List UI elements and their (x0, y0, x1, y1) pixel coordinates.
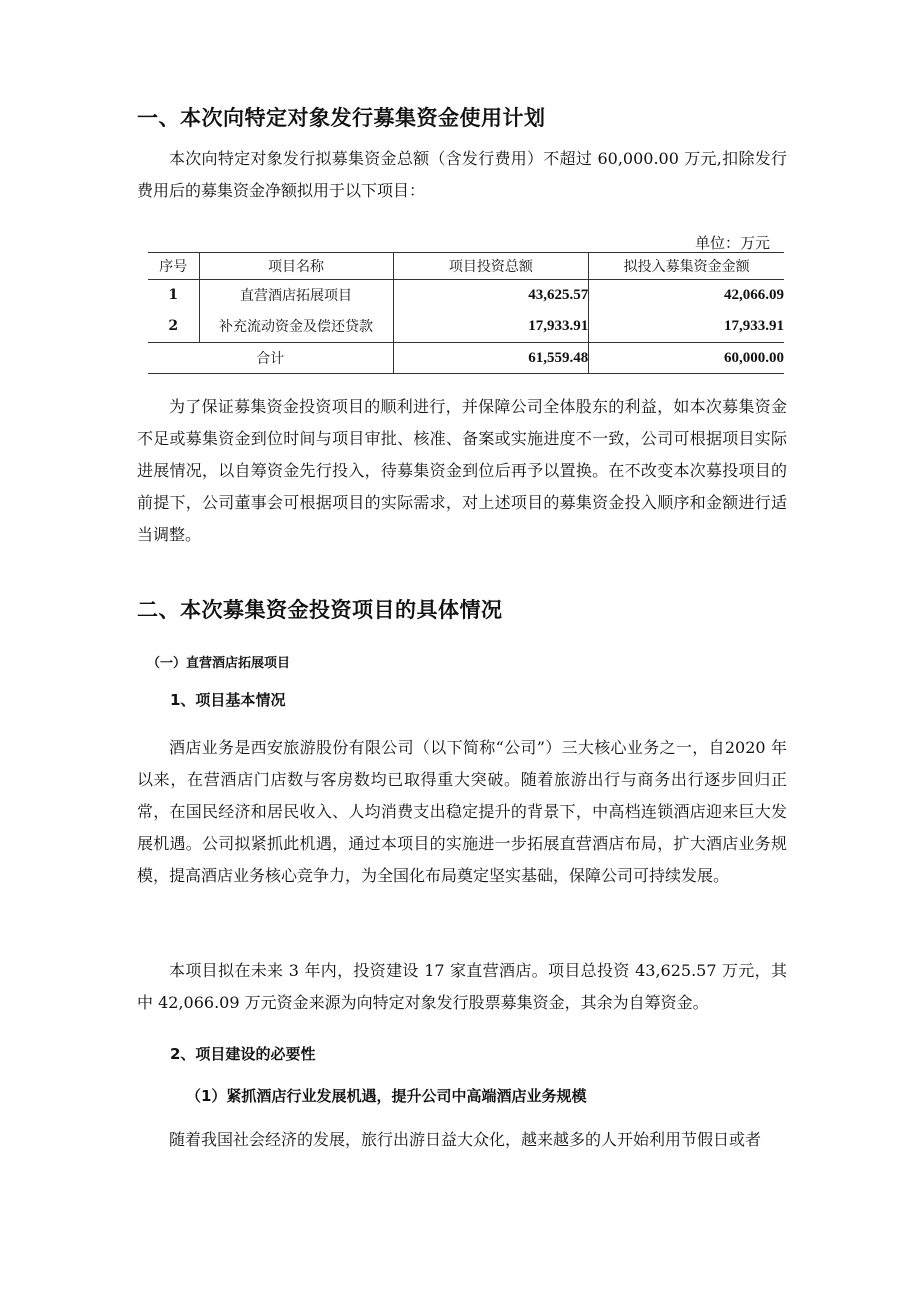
fund-use-table (148, 252, 784, 374)
table-row (148, 310, 784, 343)
section1-paragraph: 为了保证募集资金投资项目的顺利进行，并保障公司全体股东的利益，如本次募集资金不足或募集资金到位时间与项目审批、核准、备案或实施进度不一致，公司可根据项目实际进展情况，以自筹资金先行投入，待募集资金到位后再予以置换。在不改变本次募投项目的前提下，公司董事会可根据项目的实际需求，对上述项目的募集资金投入顺序和金额进行适当调整。 (137, 397, 787, 544)
total-raised-sum: 60,000.00 (589, 343, 784, 374)
header-seq: 序号 (148, 253, 199, 280)
heading-necessity: 2、项目建设的必要性 (170, 1045, 316, 1063)
project-investment-paragraph: 本项目拟在未来 3 年内，投资建设 17 家直营酒店。项目总投资 43,625.57 万元，其中 42,066.09 万元资金来源为向特定对象发行股票募集资金，其余为自筹资金。 (137, 961, 787, 1012)
header-project-name: 项目名称 (199, 253, 393, 280)
row-project-name: 直营酒店拓展项目 (199, 280, 393, 311)
row-project-name: 补充流动资金及偿还贷款 (199, 310, 393, 343)
row-total-investment: 17,933.91 (393, 310, 589, 343)
row-raised-funds: 17,933.91 (589, 310, 784, 343)
table-header-row (148, 253, 784, 280)
project-basic-info-paragraph: 酒店业务是西安旅游股份有限公司（以下简称“公司”）三大核心业务之一，自2020 年以来，在营酒店门店数与客房数均已取得重大突破。随着旅游出行与商务出行逐步回归正常，在国民经济和居民收入、人均消费支出稳定提升的背景下，中高档连锁酒店迎来巨大发展机遇。公司拟紧抓此机遇，通过本项目的实施进一步拓展直营酒店布局，扩大酒店业务规模，提高酒店业务核心竞争力，为全国化布局奠定坚实基础，保障公司可持续发展。 (137, 738, 787, 885)
header-raised-funds: 拟投入募集资金金额 (589, 253, 784, 280)
heading-seize-opportunity: （1）紧抓酒店行业发展机遇，提升公司中高端酒店业务规模 (186, 1087, 587, 1105)
row-seq: 1 (168, 287, 179, 303)
total-investment-sum: 61,559.48 (393, 343, 589, 374)
section1-intro: 本次向特定对象发行拟募集资金总额（含发行费用）不超过 60,000.00 万元,扣除发行费用后的募集资金净额拟用于以下项目： (137, 149, 787, 200)
section1-title: 一、本次向特定对象发行募集资金使用计划 (137, 106, 546, 130)
table-total-row (148, 343, 784, 374)
table-unit-label: 单位：万元 (694, 234, 770, 252)
subsection-hotel-expansion: （一）直营酒店拓展项目 (147, 656, 291, 671)
heading-basic-info: 1、项目基本情况 (170, 691, 286, 709)
header-total-investment: 项目投资总额 (393, 253, 589, 280)
row-seq: 2 (168, 318, 179, 334)
row-raised-funds: 42,066.09 (589, 280, 784, 311)
section2-title: 二、本次募集资金投资项目的具体情况 (137, 598, 503, 622)
industry-paragraph: 随着我国社会经济的发展，旅行出游日益大众化，越来越多的人开始利用节假日或者 (169, 1130, 762, 1149)
table-row (148, 280, 784, 311)
row-total-investment: 43,625.57 (393, 280, 589, 311)
total-label: 合计 (148, 343, 393, 374)
